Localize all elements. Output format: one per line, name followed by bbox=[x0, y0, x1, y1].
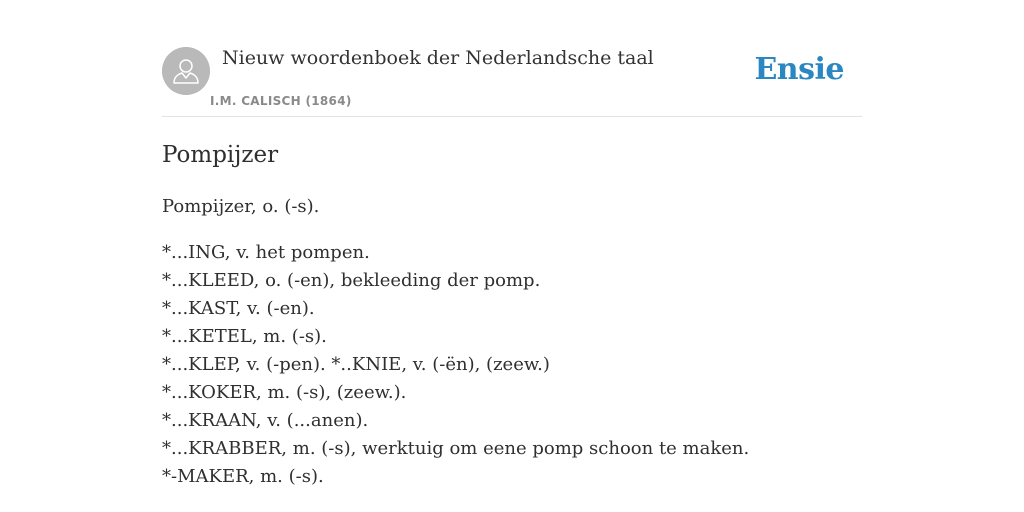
user-icon bbox=[162, 47, 210, 95]
book-title[interactable]: Nieuw woordenboek der Nederlandsche taal bbox=[222, 47, 654, 69]
source-header bbox=[162, 0, 862, 117]
sub-definition-line: *...KRABBER, m. (-s), werktuig om eene pomp schoon te maken. bbox=[162, 438, 750, 459]
sub-definition-line: *...ING, v. het pompen. bbox=[162, 242, 370, 263]
book-author[interactable]: I.M. CALISCH (1864) bbox=[210, 94, 352, 108]
sub-definition-line: *-MAKER, m. (-s). bbox=[162, 466, 324, 487]
ensie-logo-link[interactable]: Ensie bbox=[754, 52, 844, 87]
entry-title: Pompijzer bbox=[162, 142, 279, 168]
entry-definition: Pompijzer, o. (-s). bbox=[162, 196, 320, 217]
sub-definition-line: *...KLEED, o. (-en), bekleeding der pomp. bbox=[162, 270, 541, 291]
sub-definition-line: *...KLEP, v. (-pen). *..KNIE, v. (-ën), (zeew.) bbox=[162, 354, 550, 375]
sub-definition-line: *...KRAAN, v. (...anen). bbox=[162, 410, 369, 431]
sub-definition-line: *...KETEL, m. (-s). bbox=[162, 326, 327, 347]
entry-sub-definitions bbox=[162, 239, 749, 491]
content-container bbox=[162, 0, 862, 487]
sub-definition-line: *...KOKER, m. (-s), (zeew.). bbox=[162, 382, 407, 403]
sub-definition-line: *...KAST, v. (-en). bbox=[162, 298, 315, 319]
